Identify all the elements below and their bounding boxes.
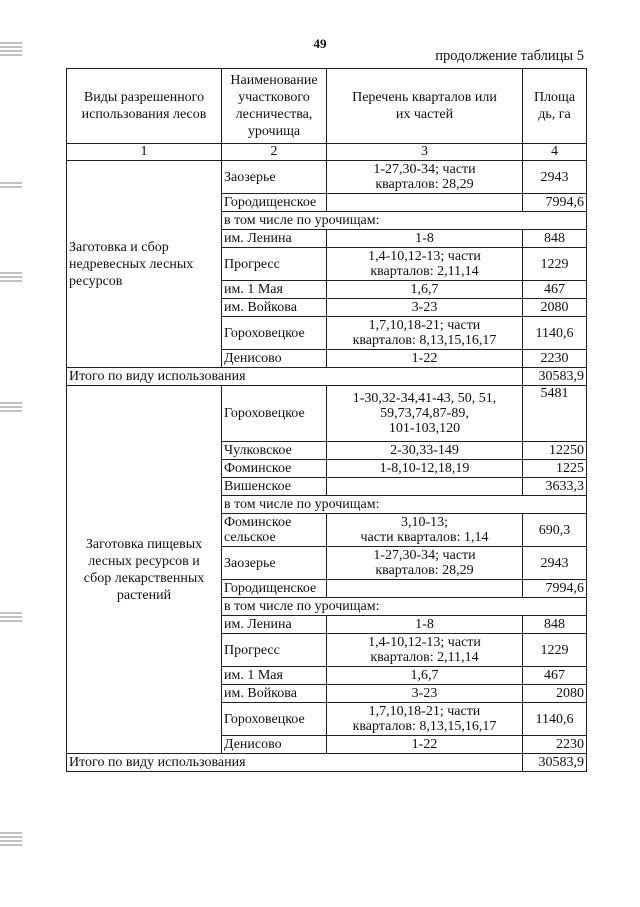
quarters-line: 3,10-13; xyxy=(400,515,449,530)
column-number: 1 xyxy=(67,144,222,161)
page-number: 49 xyxy=(313,36,327,51)
area-value: 690,3 xyxy=(523,514,587,547)
area-value: 1229 xyxy=(523,634,587,667)
forestry-name xyxy=(222,514,327,547)
quarters-line: части кварталов: 1,14 xyxy=(360,530,489,545)
area-value: 7994,6 xyxy=(523,194,587,212)
quarters-cell: 1-22 xyxy=(327,736,523,754)
forest-use-table xyxy=(66,68,587,772)
header-cell-forestry xyxy=(222,69,327,144)
header-cell-use-type xyxy=(67,69,222,144)
header-line: Площа xyxy=(533,90,576,105)
header-line: урочища xyxy=(247,124,301,139)
column-number: 3 xyxy=(327,144,523,161)
forestry-name: Прогресс xyxy=(222,634,327,667)
forestry-name: им. 1 Мая xyxy=(222,667,327,685)
use-type-line: недревесных лесных xyxy=(69,256,194,272)
quarters-cell xyxy=(327,547,523,580)
quarters-cell xyxy=(327,386,523,442)
area-value: 2230 xyxy=(523,736,587,754)
subheader-tracts: в том числе по урочищам: xyxy=(222,496,587,514)
quarters-cell: 1,6,7 xyxy=(327,667,523,685)
quarters-line: 1-30,32-34,41-43, 50, 51, xyxy=(352,391,497,406)
area-value: 12250 xyxy=(523,442,587,460)
total-label: Итого по виду использования xyxy=(67,368,523,386)
continuation-title: продолжение таблицы 5 xyxy=(435,48,584,64)
scan-artifact xyxy=(0,270,22,284)
area-value: 7994,6 xyxy=(523,580,587,598)
quarters-cell: 1-8 xyxy=(327,230,523,248)
forestry-name: Прогресс xyxy=(222,248,327,281)
use-type-line: Заготовка и сбор xyxy=(69,239,169,255)
quarters-cell: 1-22 xyxy=(327,350,523,368)
use-type-line: лесных ресурсов и xyxy=(88,553,200,569)
header-line: Перечень кварталов или xyxy=(352,90,497,105)
scan-artifact xyxy=(0,180,22,190)
total-area: 30583,9 xyxy=(523,368,587,386)
forestry-name: им. 1 Мая xyxy=(222,281,327,299)
forestry-name: им. Войкова xyxy=(222,299,327,317)
area-value: 2080 xyxy=(523,685,587,703)
forestry-name: им. Ленина xyxy=(222,230,327,248)
quarters-line: кварталов: 8,13,15,16,17 xyxy=(352,333,497,348)
area-value: 2230 xyxy=(523,350,587,368)
use-type-line: ресурсов xyxy=(69,273,123,289)
use-type-line: растений xyxy=(116,587,172,603)
column-number: 2 xyxy=(222,144,327,161)
quarters-line: кварталов: 28,29 xyxy=(375,177,474,192)
forestry-name-line: Фоминское xyxy=(224,515,292,530)
header-cell-area xyxy=(523,69,587,144)
header-line: Виды разрешенного xyxy=(83,90,205,105)
forestry-name: Гороховецкое xyxy=(222,703,327,736)
area-value: 1229 xyxy=(523,248,587,281)
quarters-cell: 2-30,33-149 xyxy=(327,442,523,460)
forestry-name-line: сельское xyxy=(224,530,276,545)
quarters-cell xyxy=(327,317,523,350)
forestry-name: Вишенское xyxy=(222,478,327,496)
forestry-name: Чулковское xyxy=(222,442,327,460)
header-cell-quarters xyxy=(327,69,523,144)
area-value: 1140,6 xyxy=(523,317,587,350)
area-value: 848 xyxy=(523,230,587,248)
forestry-name: Денисово xyxy=(222,350,327,368)
table-header-row xyxy=(67,69,587,144)
quarters-cell: 1-8 xyxy=(327,616,523,634)
area-value: 3633,3 xyxy=(523,478,587,496)
header-line: их частей xyxy=(395,107,454,122)
quarters-cell: 1,6,7 xyxy=(327,281,523,299)
quarters-line: 1-27,30-34; части xyxy=(373,162,476,177)
area-value: 2943 xyxy=(523,161,587,194)
quarters-line: 1-27,30-34; части xyxy=(373,548,476,563)
forestry-name: им. Войкова xyxy=(222,685,327,703)
column-number: 4 xyxy=(523,144,587,161)
quarters-line: кварталов: 8,13,15,16,17 xyxy=(352,719,497,734)
header-line: Наименование xyxy=(230,73,318,88)
header-line: лесничества, xyxy=(235,107,313,122)
forestry-name: Городищенское xyxy=(222,580,327,598)
use-type-cell xyxy=(67,161,222,368)
quarters-cell: 1-8,10-12,18,19 xyxy=(327,460,523,478)
quarters-line: кварталов: 28,29 xyxy=(375,563,474,578)
forestry-name: Фоминское xyxy=(222,460,327,478)
quarters-cell xyxy=(327,161,523,194)
quarters-cell xyxy=(327,478,523,496)
quarters-cell xyxy=(327,703,523,736)
scan-artifact xyxy=(0,830,22,848)
quarters-cell xyxy=(327,514,523,547)
scan-artifact xyxy=(0,610,22,624)
total-row xyxy=(67,368,587,386)
total-area: 30583,9 xyxy=(523,754,587,772)
use-type-line: сбор лекарственных xyxy=(83,570,205,586)
quarters-cell: 3-23 xyxy=(327,299,523,317)
total-row xyxy=(67,754,587,772)
use-type-line: Заготовка пищевых xyxy=(85,536,203,552)
quarters-line: кварталов: 2,11,14 xyxy=(370,264,479,279)
forestry-name: Заозерье xyxy=(222,547,327,580)
quarters-line: 1,4-10,12-13; части xyxy=(368,635,481,650)
forestry-name: им. Ленина xyxy=(222,616,327,634)
area-value: 467 xyxy=(523,281,587,299)
header-line: использования лесов xyxy=(81,107,207,122)
header-line: дь, га xyxy=(538,107,571,122)
forestry-name: Городищенское xyxy=(222,194,327,212)
quarters-line: 1,4-10,12-13; части xyxy=(368,249,481,264)
use-type-cell xyxy=(67,386,222,754)
quarters-line: 1,7,10,18-21; части xyxy=(368,704,481,719)
quarters-cell xyxy=(327,580,523,598)
quarters-line: 101-103,120 xyxy=(388,421,461,436)
area-value: 2080 xyxy=(523,299,587,317)
quarters-cell xyxy=(327,634,523,667)
forestry-name: Гороховецкое xyxy=(222,386,327,442)
total-label: Итого по виду использования xyxy=(67,754,523,772)
scan-artifact xyxy=(0,400,22,414)
area-value: 848 xyxy=(523,616,587,634)
quarters-line: кварталов: 2,11,14 xyxy=(370,650,479,665)
column-number-row xyxy=(67,144,587,161)
subheader-tracts: в том числе по урочищам: xyxy=(222,598,587,616)
area-value: 467 xyxy=(523,667,587,685)
area-value: 1140,6 xyxy=(523,703,587,736)
forestry-name: Гороховецкое xyxy=(222,317,327,350)
area-value: 5481 xyxy=(523,386,587,442)
header-line: участкового xyxy=(238,90,310,105)
scan-artifact xyxy=(0,40,22,58)
forestry-name: Заозерье xyxy=(222,161,327,194)
table-row xyxy=(67,386,587,442)
area-value: 2943 xyxy=(523,547,587,580)
quarters-cell xyxy=(327,194,523,212)
quarters-cell: 3-23 xyxy=(327,685,523,703)
quarters-line: 1,7,10,18-21; части xyxy=(368,318,481,333)
quarters-cell xyxy=(327,248,523,281)
forestry-name: Денисово xyxy=(222,736,327,754)
quarters-line: 59,73,74,87-89, xyxy=(380,406,469,421)
subheader-tracts: в том числе по урочищам: xyxy=(222,212,587,230)
area-value: 1225 xyxy=(523,460,587,478)
table-row xyxy=(67,161,587,194)
